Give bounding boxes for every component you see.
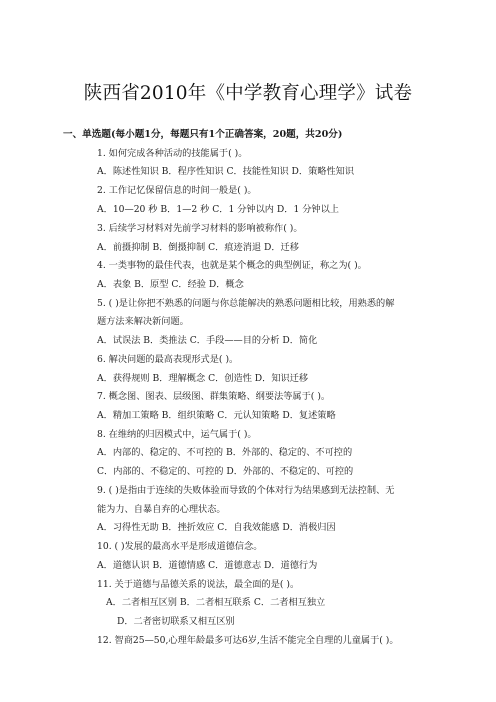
section-heading: 一、单选题(每小题1分，每题只有1个正确答案，20题，共20分) — [63, 129, 343, 140]
answer-options: A．前摄抑制 B．倒摄抑制 C．痕迹消退 D．迁移 — [97, 242, 299, 253]
answer-options: A．10—20 秒 B．1—2 秒 C．1 分钟以内 D．1 分钟以上 — [97, 204, 339, 215]
question-text: 3. 后续学习材料对先前学习材料的影响被称作( )。 — [97, 223, 303, 234]
answer-options: A．精加工策略 B．组织策略 C．元认知策略 D．复述策略 — [97, 410, 336, 421]
question-continuation: 题方法来解决新问题。 — [97, 316, 189, 327]
answer-options: A．表象 B．原型 C．经验 D．概念 — [97, 279, 244, 290]
answer-options: A．内部的、稳定的、不可控的 B．外部的、稳定的、不可控的 — [97, 447, 353, 458]
question-continuation: 能为力、自暴自弃的心理状态。 — [97, 504, 226, 515]
question-text: 9. ( )是指由于连续的失败体验而导致的个体对行为结果感到无法控制、无 — [97, 485, 395, 496]
question-text: 5. ( )是让你把不熟悉的问题与你总能解决的熟悉问题相比较，用熟悉的解 — [97, 298, 395, 309]
question-text: 7. 概念图、图表、层级图、群集策略、纲要法等属于( )。 — [97, 391, 331, 402]
answer-options: A．习得性无助 B．挫折效应 C．自我效能感 D．消极归因 — [97, 522, 336, 533]
question-text: 2. 工作记忆保留信息的时间一般是( )。 — [97, 185, 257, 196]
answer-options: C．内部的、不稳定的、可控的 D．外部的、不稳定的、可控的 — [97, 466, 354, 477]
question-text: 4. 一类事物的最佳代表，也就是某个概念的典型例证，称之为( )。 — [97, 260, 367, 271]
answer-options: A．陈述性知识 B．程序性知识 C．技能性知识 D．策略性知识 — [97, 166, 355, 177]
question-text: 1. 如何完成各种活动的技能属于( )。 — [97, 148, 248, 159]
question-text: 11. 关于道德与品德关系的说法，最全面的是( )。 — [97, 579, 300, 590]
question-text: 6. 解决问题的最高表现形式是( )。 — [97, 354, 239, 365]
page-title: 陕西省2010年《中学教育心理学》试卷 — [83, 83, 413, 104]
answer-options: A．试误法 B．类推法 C．手段——目的分析 D．简化 — [97, 335, 318, 346]
question-text: 10. ( )发展的最高水平是形成道德信念。 — [97, 541, 263, 552]
answer-options: A．二者相互区别 B．二者相互联系 C．二者相互独立 — [106, 597, 326, 608]
question-text: 8. 在维纳的归因模式中，运气属于( )。 — [97, 429, 257, 440]
answer-options: A．获得规则 B．理解概念 C．创造性 D．知识迁移 — [97, 373, 309, 384]
question-text: 12. 智商25—50,心理年龄最多可达6岁,生活不能完全自理的儿童属于( )。 — [97, 635, 399, 646]
answer-options: D．二者密切联系又相互区别 — [117, 616, 235, 627]
answer-options: A．道德认识 B．道德情感 C．道德意志 D．道德行为 — [97, 560, 318, 571]
